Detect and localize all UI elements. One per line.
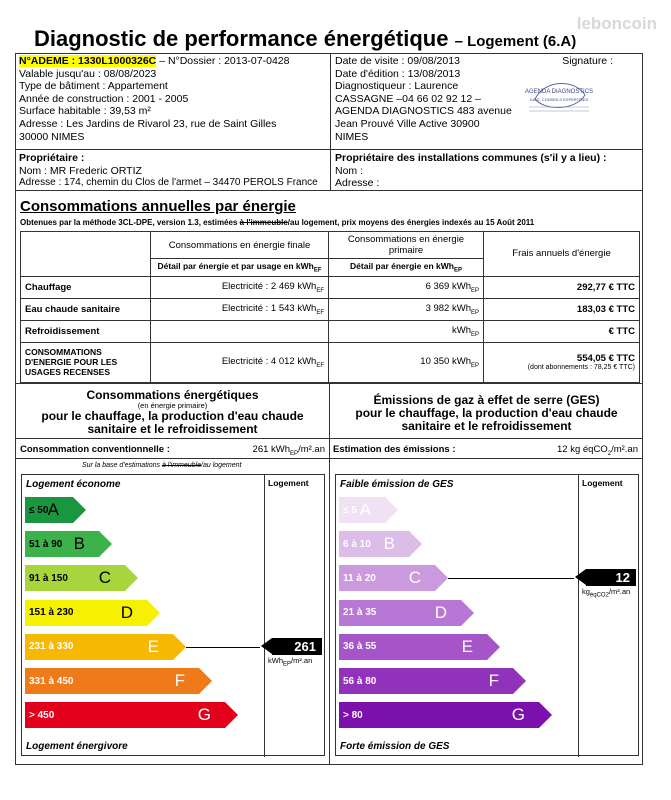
- ges-bar-letter: A: [359, 500, 371, 519]
- row-finale-sub: EF: [316, 309, 324, 316]
- ges-pointer-line: [448, 578, 574, 579]
- detail-finale-text: Détail par énergie et par usage en kWh: [157, 261, 314, 271]
- ges-bar-arrow-icon: [435, 565, 448, 591]
- ges-emission-sub: 2: [607, 450, 612, 457]
- energy-conso-label: Consommation conventionnelle :: [20, 444, 170, 455]
- energy-conso-sub: EP: [290, 450, 299, 457]
- info-row-main: [15, 53, 643, 150]
- diagnostiqueur-3: AGENDA DIAGNOSTICS 483 avenue: [335, 105, 512, 118]
- row-finale: [151, 276, 329, 298]
- energy-bar-c: [25, 565, 125, 591]
- ges-bar-g: [339, 702, 539, 728]
- consommations-method: [20, 218, 534, 227]
- consommations-table: [20, 231, 640, 383]
- ges-bar-range: 11 à 20: [343, 572, 376, 584]
- energy-bar-a: [25, 497, 73, 523]
- energy-bar-arrow-icon: [73, 497, 86, 523]
- energy-top-caption: Logement économe: [26, 479, 121, 490]
- row-label: Chauffage: [21, 276, 151, 298]
- diagnostiqueur-4: Jean Prouvé Ville Active 30900: [335, 117, 480, 130]
- annee-construction: Année de construction : 2001 - 2005: [19, 92, 189, 105]
- info-left: [15, 53, 331, 149]
- energy-note-b: /au logement: [201, 462, 242, 469]
- ges-bar-range: 36 à 55: [343, 641, 377, 653]
- ges-bar-range: 6 à 10: [343, 538, 371, 550]
- energy-col-label: Logement: [268, 478, 309, 488]
- type-batiment: Type de bâtiment : Appartement: [19, 80, 168, 93]
- ges-bar-letter: E: [461, 636, 473, 656]
- ges-h2: pour le chauffage, la production d'eau chaude: [355, 406, 618, 420]
- energy-bar-letter: E: [147, 636, 159, 656]
- info-right: [331, 53, 643, 149]
- energy-note-strike: à l'immeuble: [161, 462, 202, 469]
- ges-bar-letter: B: [383, 534, 395, 554]
- row-frais: € TTC: [484, 320, 640, 342]
- row-frais-total: 554,05 € TTC: [576, 353, 635, 365]
- ges-bar-arrow-icon: [487, 634, 500, 660]
- ges-bar-letter: D: [434, 602, 447, 622]
- ges-bar-range: 21 à 35: [343, 607, 377, 619]
- energy-bar-e: [25, 634, 173, 660]
- energy-line-sep: [15, 438, 329, 439]
- ville: 30000 NIMES: [19, 130, 85, 143]
- detail-primaire-text: Détail par énergie en kWh: [350, 261, 454, 271]
- energy-bar-letter: A: [47, 500, 59, 519]
- dossier-number: – N°Dossier : 2013-07-0428: [159, 55, 290, 67]
- date-visite: Date de visite : 09/08/2013: [335, 55, 460, 67]
- energy-line-sep-2: [15, 458, 329, 459]
- signature-label: Signature :: [562, 55, 613, 67]
- energy-bar-arrow-icon: [173, 634, 186, 660]
- commun-adresse: Adresse :: [335, 177, 380, 190]
- energy-bar-letter: G: [197, 705, 211, 725]
- row-finale-text: Electricité : 1 543 kWh: [221, 302, 317, 314]
- row-label: Refroidissement: [21, 320, 151, 342]
- energy-conso-value: [253, 444, 325, 457]
- ges-unit-sub: éqCO2: [589, 592, 609, 599]
- energy-conso-num: 261 kWh: [252, 444, 291, 455]
- ges-bar-a: [339, 497, 385, 523]
- ges-scale: [335, 474, 639, 756]
- energy-conso-unit: /m².an: [298, 444, 325, 455]
- proprietaire-adresse: Adresse : 174, chemin du Clos de l'armet – 34470 PEROLS France: [19, 177, 318, 189]
- diagnostiqueur-1: Diagnostiqueur : Laurence: [335, 80, 459, 93]
- ademe-number: N°ADEME : 1330L1000326C: [19, 55, 157, 67]
- energy-h2: pour le chauffage, la production d'eau chaude: [41, 409, 304, 423]
- row-label: CONSOMMATIONS D'ENERGIE POUR LES USAGES RECENSES: [21, 342, 151, 382]
- energy-pointer-unit: [268, 656, 312, 668]
- detail-primaire: [329, 259, 484, 277]
- energy-pointer-value: 261: [272, 638, 322, 655]
- title-main: Diagnostic de performance énergétique: [34, 26, 449, 51]
- ges-bar-d: [339, 600, 461, 626]
- table-row: [21, 276, 640, 298]
- energy-bar-arrow-icon: [99, 531, 112, 557]
- detail-primaire-sub: EP: [453, 267, 462, 274]
- energy-bar-range: 91 à 150: [29, 572, 68, 584]
- row-primaire-text: 6 369 kWh: [425, 280, 471, 292]
- ges-col-label: Logement: [582, 478, 623, 488]
- row-finale: [151, 320, 329, 342]
- ges-bar-range: 56 à 80: [343, 675, 377, 687]
- detail-finale: [151, 259, 329, 277]
- energy-bar-arrow-icon: [147, 600, 160, 626]
- ges-bar-range: > 80: [343, 709, 363, 721]
- row-label: Eau chaude sanitaire: [21, 298, 151, 320]
- ges-line-sep: [329, 438, 643, 439]
- energy-bar-range: 51 à 90: [29, 538, 63, 550]
- diagnostiqueur-2: CASSAGNE –04 66 02 92 12 –: [335, 92, 481, 105]
- energy-col-divider: [264, 475, 265, 757]
- row-finale: [151, 298, 329, 320]
- energy-h3: sanitaire et le refroidissement: [87, 422, 258, 436]
- energy-bar-letter: D: [120, 602, 133, 622]
- ges-line-sep-2: [329, 458, 643, 459]
- energy-bar-letter: B: [73, 534, 85, 554]
- header-finale: Consommations en énergie finale: [151, 232, 329, 259]
- row-primaire-sub: EP: [470, 331, 479, 338]
- energy-h-small: (en énergie primaire): [137, 401, 208, 410]
- method-strike: à l'immeuble: [239, 218, 288, 227]
- ges-pointer-unit: [582, 587, 630, 599]
- row-finale-text: Electricité : 2 469 kWh: [221, 280, 317, 292]
- ges-bar-letter: G: [511, 705, 525, 725]
- stamp-line-1: AGENDA DIAGNOSTICS: [524, 89, 594, 95]
- energy-scale: [21, 474, 325, 756]
- proprietaire-commun: [331, 150, 643, 190]
- energy-bar-arrow-icon: [199, 668, 212, 694]
- energy-bar-range: > 450: [29, 709, 55, 721]
- stamp-line-2: DIAG, CONSEILS EXPERTISES: [529, 97, 589, 102]
- row-finale-text: Electricité : 4 012 kWh: [221, 355, 317, 367]
- info-row-owners: [15, 150, 643, 191]
- ges-emission-line: [333, 444, 638, 455]
- row-primaire-text: 3 982 kWh: [425, 302, 471, 314]
- ges-pointer-value: 12: [586, 569, 636, 586]
- energy-bar-letter: C: [98, 568, 111, 588]
- energy-bar-range: ≤ 50: [29, 504, 49, 516]
- energy-unit-a: kWh: [268, 655, 283, 665]
- ges-bar-c: [339, 565, 435, 591]
- row-primaire-sub: EP: [470, 362, 479, 369]
- energy-unit-b: /m².an: [291, 655, 313, 665]
- row-frais: 183,03 € TTC: [484, 298, 640, 320]
- table-row-total: [21, 342, 640, 382]
- row-finale: [151, 342, 329, 382]
- row-finale-sub: EF: [316, 287, 324, 294]
- date-edition: Date d'édition : 13/08/2013: [335, 67, 461, 80]
- ges-bar-e: [339, 634, 487, 660]
- energy-note-a: Sur la base d'estimations: [82, 462, 162, 469]
- ges-bar-arrow-icon: [385, 497, 398, 523]
- page-title: [34, 26, 576, 52]
- ges-bar-letter: C: [408, 568, 421, 588]
- title-sub: – Logement (6.A): [454, 33, 577, 50]
- header-empty: [21, 232, 151, 277]
- energy-pointer-line: [186, 647, 260, 648]
- ges-h1: Émissions de gaz à effet de serre (GES): [373, 393, 600, 407]
- energy-bar-range: 231 à 330: [29, 641, 74, 653]
- ges-emission-value: [557, 444, 638, 457]
- commun-nom: Nom :: [335, 164, 364, 177]
- info-block: [15, 53, 643, 191]
- row-frais-note: (dont abonnements : 78,25 € TTC): [527, 364, 635, 372]
- row-primaire: [329, 342, 484, 382]
- commun-label: Propriétaire des installations communes (s'il y a lieu) :: [335, 152, 607, 164]
- energy-note: [82, 462, 242, 469]
- ges-bar-arrow-icon: [461, 600, 474, 626]
- watermark: leboncoin: [576, 14, 657, 33]
- energy-conso-line: [20, 444, 325, 455]
- ges-h3: sanitaire et le refroidissement: [401, 419, 572, 433]
- proprietaire: [15, 150, 331, 190]
- energy-bar-b: [25, 531, 99, 557]
- energy-bar-d: [25, 600, 147, 626]
- energy-bar-arrow-icon: [225, 702, 238, 728]
- row-primaire: [329, 320, 484, 342]
- method-b: /au logement, prix moyens des énergies indexés au 15 Août 2011: [287, 218, 535, 227]
- ges-unit-a: kg: [582, 587, 590, 597]
- proprietaire-label: Propriétaire :: [19, 152, 85, 164]
- header-frais: Frais annuels d'énergie: [484, 232, 640, 277]
- ges-unit-b: /m².an: [608, 587, 631, 597]
- ges-bar-arrow-icon: [513, 668, 526, 694]
- ges-bar-arrow-icon: [409, 531, 422, 557]
- row-frais: 292,77 € TTC: [484, 276, 640, 298]
- stamp-icon: [515, 71, 603, 117]
- energy-unit-sub: EP: [283, 661, 292, 668]
- detail-finale-sub: EF: [313, 267, 322, 274]
- valable: Valable jusqu'au : 08/08/2023: [19, 67, 157, 80]
- adresse: Adresse : Les Jardins de Rivarol 23, rue de Saint Gilles: [19, 117, 277, 130]
- row-primaire-text: kWh: [451, 324, 471, 336]
- diagnostiqueur-5: NIMES: [335, 130, 369, 143]
- row-primaire: [329, 276, 484, 298]
- row-primaire-sub: EP: [470, 287, 479, 294]
- row-frais: [484, 342, 640, 382]
- energy-bar-f: [25, 668, 199, 694]
- ges-top-caption: Faible émission de GES: [340, 479, 454, 490]
- ges-bar-range: ≤ 5: [343, 504, 357, 516]
- ges-emission-num: 12 kg éqCO: [557, 444, 608, 455]
- energy-bar-range: 151 à 230: [29, 607, 74, 619]
- row-primaire-text: 10 350 kWh: [420, 355, 471, 367]
- ges-bar-arrow-icon: [539, 702, 552, 728]
- header-primaire: Consommations en énergie primaire: [329, 232, 484, 259]
- ges-emission-label: Estimation des émissions :: [333, 444, 456, 455]
- ges-bar-b: [339, 531, 409, 557]
- ges-panel-header: [334, 394, 639, 433]
- ges-emission-unit: /m².an: [611, 444, 638, 455]
- ges-bar-f: [339, 668, 513, 694]
- method-a: Obtenues par la méthode 3CL-DPE, version 1.3, estimées: [20, 218, 240, 227]
- table-row: [21, 320, 640, 342]
- ges-bar-letter: F: [488, 671, 499, 690]
- energy-bar-arrow-icon: [125, 565, 138, 591]
- surface-habitable: Surface habitable : 39,53 m²: [19, 105, 151, 118]
- energy-bar-letter: F: [174, 671, 185, 690]
- energy-h1: Consommations énergétiques: [86, 388, 259, 402]
- consommations-title: Consommations annuelles par énergie: [20, 198, 296, 215]
- energy-panel-header: [20, 389, 325, 436]
- row-primaire-sub: EP: [470, 309, 479, 316]
- panel-divider: [329, 383, 330, 765]
- energy-bar-range: 331 à 450: [29, 675, 74, 687]
- row-primaire: [329, 298, 484, 320]
- ges-col-divider: [578, 475, 579, 757]
- table-row: [21, 298, 640, 320]
- proprietaire-nom: Nom : MR Frederic ORTIZ: [19, 164, 142, 177]
- energy-bar-g: [25, 702, 225, 728]
- ges-bottom-caption: Forte émission de GES: [340, 741, 450, 752]
- row-finale-sub: EF: [316, 362, 324, 369]
- table-header-row: [21, 232, 640, 259]
- energy-bottom-caption: Logement énergivore: [26, 741, 128, 752]
